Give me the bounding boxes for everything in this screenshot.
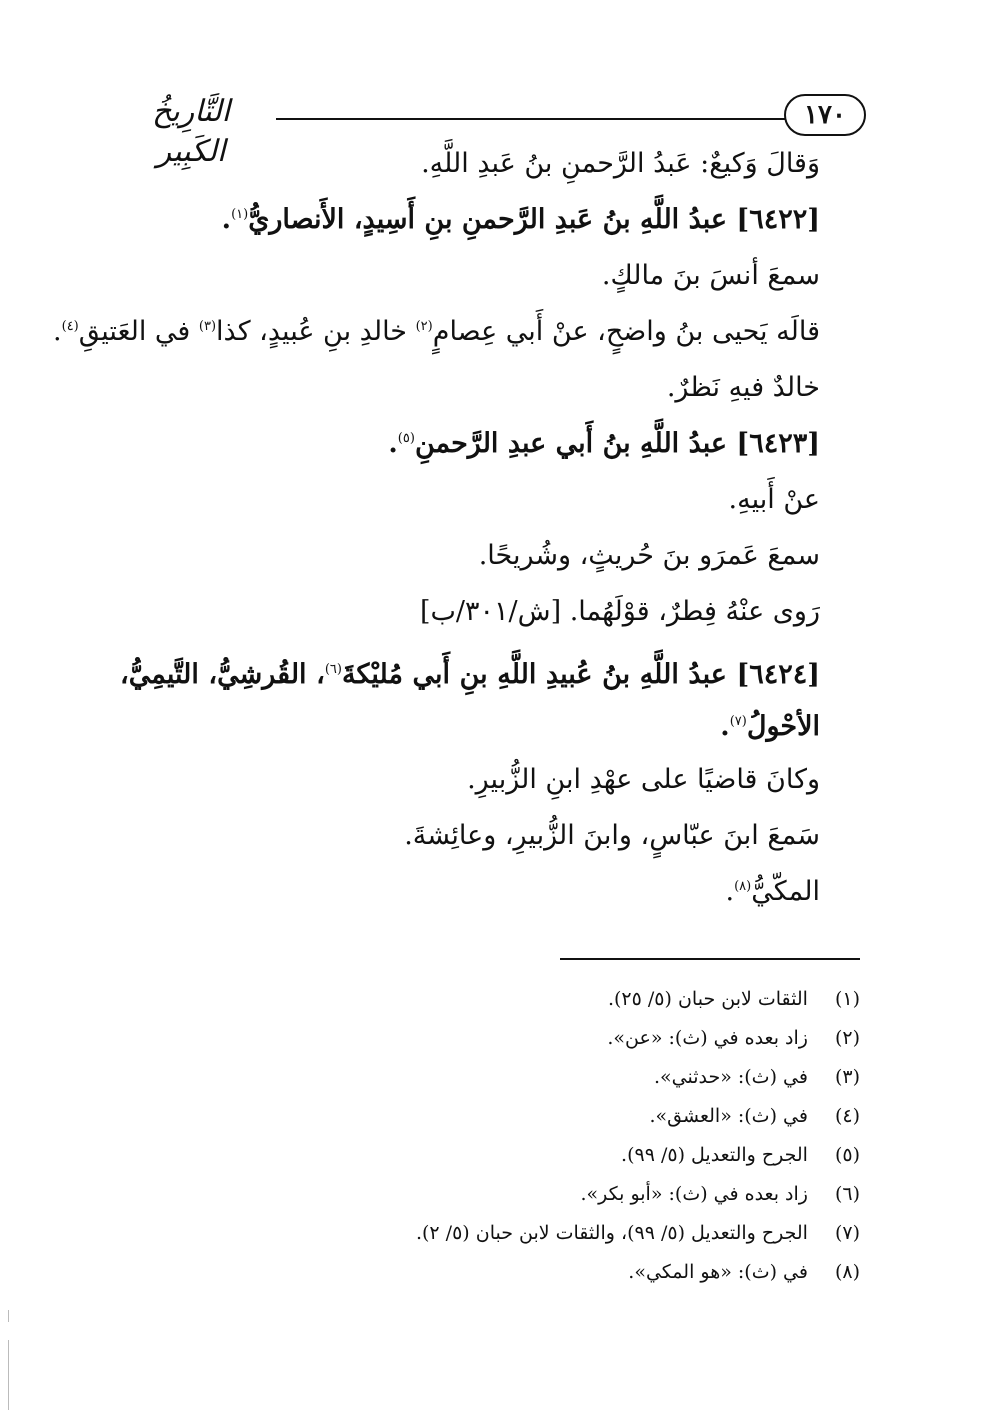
footnote-text: الجرح والتعديل (٥/ ٩٩). [621, 1144, 808, 1166]
footnote-number: (٦) [834, 1183, 860, 1205]
footnote-text: زاد بعده في (ث): «عن». [607, 1027, 808, 1049]
entry-name: عبدُ اللَّهِ بنُ عَبدِ الرَّحمنِ بنِ أَسِيدٍ، الأَنصاريُّ [248, 204, 728, 235]
footnote-number: (٤) [834, 1105, 860, 1127]
text-span: قالَه يَحيى بنُ واضحٍ، عنْ أَبي عِصامٍ [432, 316, 820, 347]
footnote-text: الثقات لابن حبان (٥/ ٢٥). [607, 988, 808, 1010]
text-span: في العَتيقِ [78, 316, 199, 347]
footnote-ref: (٦) [324, 662, 342, 677]
text-line: رَوى عنْهُ فِطرٌ، قوْلَهُما. [ش/٣٠١/ب] [419, 596, 820, 627]
text-line [53, 313, 820, 351]
page-number: ١٧٠ [784, 94, 866, 136]
footnote-item [240, 1218, 860, 1257]
footnote-divider [560, 958, 860, 960]
footnote-item [240, 1257, 860, 1296]
entry-name: عبدُ اللَّهِ بنُ أَبي عبدِ الرَّحمنِ [414, 428, 728, 459]
footnote-number: (٢) [834, 1027, 860, 1049]
text-line: عنْ أَبيهِ. [728, 484, 820, 515]
footnote-item [240, 1101, 860, 1140]
footnote-text: في (ث): «هو المكي». [628, 1261, 808, 1283]
entry-heading [120, 201, 820, 239]
punctuation: . [388, 428, 398, 459]
footnote-item [240, 1179, 860, 1218]
footnote-number: (٧) [834, 1222, 860, 1244]
punctuation: . [221, 204, 232, 235]
footnote-item [240, 1062, 860, 1101]
footnote-text: الجرح والتعديل (٥/ ٩٩)، والثقات لابن حبان (٥/ ٢). [415, 1222, 808, 1244]
footnote-item [240, 1023, 860, 1062]
entry-number: [٦٤٢٤] [736, 659, 821, 690]
footnote-number: (١) [834, 988, 860, 1010]
entry-name: عبدُ اللَّهِ بنُ عُبيدِ اللَّهِ بنِ أَبي مُليْكةَ [341, 659, 727, 690]
main-text [53, 145, 821, 929]
text-line: سمعَ عَمرَو بنَ حُريثٍ، وشُريحًا. [478, 540, 820, 571]
footnote-text: في (ث): «حدثني». [653, 1066, 808, 1088]
text-span: المكّيُّ [751, 876, 820, 907]
text-span: خالدِ بنِ عُبيدٍ، كذا [216, 316, 416, 347]
footnote-number: (٣) [834, 1066, 860, 1088]
punctuation: . [725, 876, 735, 907]
footnote-ref: (١) [231, 207, 249, 222]
footnote-text: زاد بعده في (ث): «أبو بكر». [580, 1183, 808, 1205]
footnote-ref: (٢) [415, 319, 433, 334]
footnote-ref: (٨) [734, 879, 752, 894]
entry-heading [120, 425, 820, 463]
punctuation: . [53, 316, 62, 347]
footnote-number: (٨) [834, 1261, 860, 1283]
entry-number: [٦٤٢٣] [736, 428, 820, 459]
footnote-ref: (٥) [397, 431, 415, 446]
text-line: سمعَ أنسَ بنَ مالكٍ. [601, 260, 820, 291]
entry-nisba: ، القُرشِيُّ، التَّيمِيُّ، الأحْولُ [120, 659, 820, 742]
footnote-ref: (٤) [61, 319, 79, 334]
text-line: سَمعَ ابنَ عبّاسٍ، وابنَ الزُّبيرِ، وعائِشةَ. [404, 820, 820, 851]
scan-margin-mark [8, 1340, 9, 1410]
book-title: التَّارِيخُ الكَبِير [152, 94, 230, 169]
entry-number: [٦٤٢٢] [736, 204, 820, 235]
text-line [120, 873, 820, 911]
footnote-text: في (ث): «العشق». [649, 1105, 808, 1127]
footnote-number: (٥) [834, 1144, 860, 1166]
text-line: وَقالَ وَكيعٌ: عَبدُ الرَّحمنِ بنُ عَبدِ اللَّهِ. [421, 148, 820, 179]
text-line: وكانَ قاضيًا على عهْدِ ابنِ الزُّبيرِ. [467, 764, 820, 795]
footnote-ref: (٣) [198, 319, 217, 334]
scan-margin-mark [8, 1310, 9, 1322]
text-line: خالدٌ فيهِ نَظرٌ. [666, 372, 820, 403]
footnote-ref: (٧) [729, 714, 747, 729]
footnote-item [240, 984, 860, 1023]
entry-heading [120, 649, 820, 753]
footnote-item [240, 1140, 860, 1179]
punctuation: . [720, 711, 730, 742]
header-rule [276, 118, 786, 120]
footnotes [240, 984, 860, 1296]
